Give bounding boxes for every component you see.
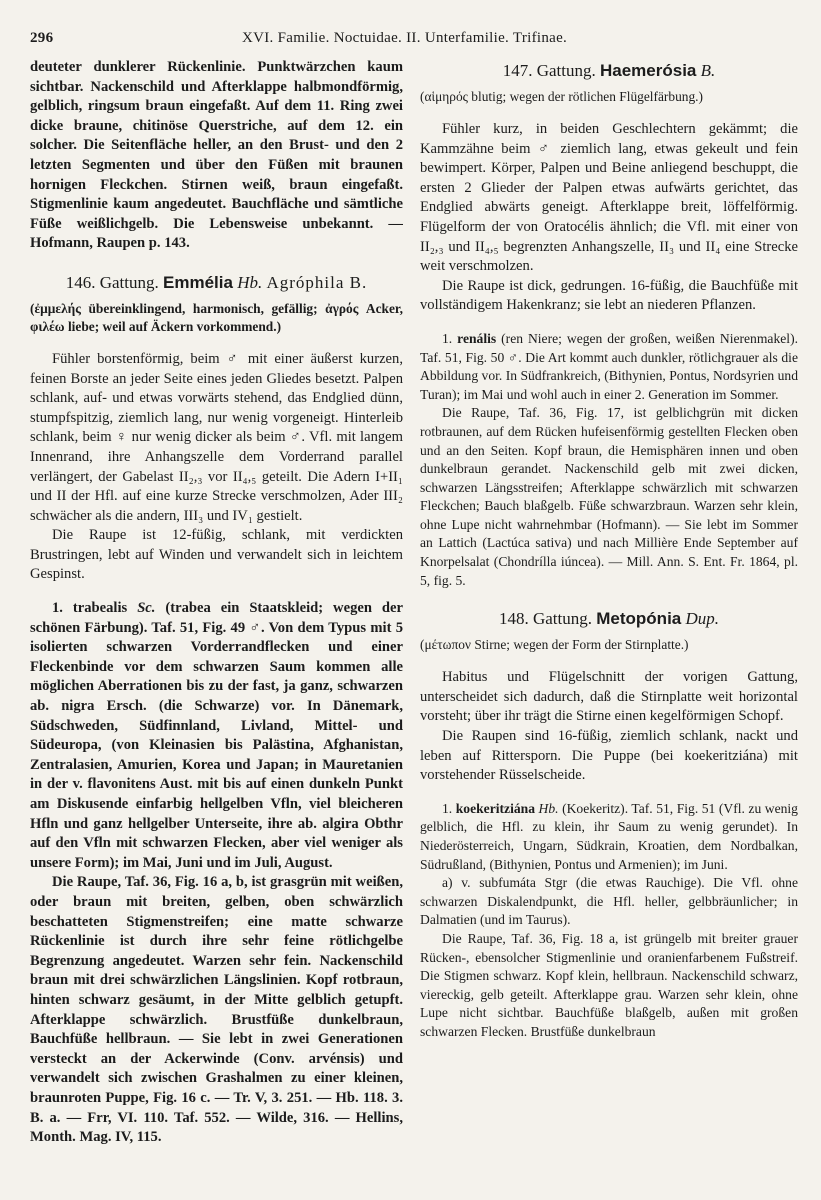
species-entry-koekeritziana [420, 800, 798, 874]
species-text: (trabea ein Staatskleid; wegen der schönen Färbung). Taf. 51, Fig. 49 ♂. Von dem Typus mit 5 isolierten schwarzen Vorderrandflecken und einer Fleckenbinde vor dem schwarzen Saum kommen alle möglichen Aberrationen bis zu der fast, ja ganz, schwarzen ab. nigra Ersch. (die Schwarze) vor. In Dänemark, Südschweden, Südfinnland, Livland, Mittel- und Südeuropa, (von Kleinasien bis Palästina, Afghanistan, Zentralasien, Amurien, Korea und Japan; in Mauretanien in der v. flavonitens Aust. mit bis auf einen dunkeln Punkt am Diskusende einfarbig hellgelben Vfln, viel bleicheren Hfln und ganz hellgelber Unterseite, ihre ab. algira Obthr auf den Vfln mit schwarzen Flecken, aber viel weniger als unsere Form); im Mai, Juni und im Juli, August. [30, 600, 403, 871]
genus-heading-148 [420, 608, 798, 630]
page-number: 296 [30, 30, 54, 46]
paragraph-raupe-trabealis: Die Raupe, Taf. 36, Fig. 16 a, b, ist grasgrün mit weißen, oder braun mit breiten, gelben, oben schwärzlich beschatteten Stigmenstreifen; eine matte schwarze Rückenlinie ist durch ihre sehr feine rötlichgelbe Begrenzung angedeutet. Warzen sehr fein. Nackenschild braun mit drei schwärzlichen Längslinien. Kopf rotbraun, hinten schwarz gesäumt, in der Mitte gelblich getupft. Afterklappe schwärzlich. Brustfüße dunkelbraun, Bauchfüße hellbraun. — Sie lebt in zwei Generationen versteckt an der Ackerwinde (Conv. arvénsis) und verwandelt sich zwischen Grashalmen zu einer kleinen, braunroten Puppe, Fig. 16 c. — Tr. V, 3. 251. — Hb. 118. 3. B. a. — Frr, VI. 110. Taf. 552. — Wilde, 316. — Hellins, Month. Mag. IV, 115. [30, 874, 403, 1146]
paragraph-raupen-148: Die Raupen sind 16-füßig, ziemlich schlank, nackt und leben auf Rittersporn. Die Puppe (bei koekeritziána) mit vorstehender Rüsselscheide. [420, 728, 798, 784]
genus-synonym: Agróphila B. [266, 272, 368, 292]
paragraph-habitus: Habitus und Flügelschnitt der vorigen Gattung, unterscheidet sich dadurch, daß die Stirnplatte weit horizontal vorsteht; über ihr trägt die Stirne einen kegelförmigen Schopf. [420, 669, 798, 725]
running-title: XVI. Familie. Noctuidae. II. Unterfamilie. Trifinae. [242, 30, 568, 46]
genus-number: 147. Gattung. [502, 61, 596, 80]
genus-etymology: (ἐμμελής übereinklingend, harmonisch, gefällig; ἀγρός Acker, φιλέω liebe; weil auf Äckern vorkommend.) [30, 300, 403, 334]
genus-etymology: (αἱμηρός blutig; wegen der rötlichen Flügelfärbung.) [420, 89, 703, 104]
species-author: Sc. [137, 600, 156, 617]
right-column [420, 58, 798, 1188]
species-entry-renalis [420, 330, 798, 404]
left-column [30, 58, 403, 1188]
species-name: renális [457, 330, 497, 346]
genus-number: 146. Gattung. [65, 272, 159, 292]
genus-author: Hb. [237, 272, 263, 292]
species-number: 1. [52, 600, 63, 617]
genus-author: Dup. [685, 609, 720, 629]
paragraph-fuehler-147: Fühler kurz, in beiden Geschlechtern gekämmt; die Kammzähne beim ♂ ziemlich lang, etwas gekeult und fein bewimpert. Körper, Palpen und Beine anliegend beschuppt, die ersten 2 Glieder der Palpen etwas aufwärts gerichtet, das Endglied abwärts geneigt. Afterklappe breit, löffelförmig. Flügelform der von Oratocélis ähnlich; die Vfl. mit einer von II₂,₃ und II₄,₅ begrenzten Anhangszelle, II₃ und II₄ eine Strecke weit verschmolzen. [420, 121, 798, 275]
genus-name: Emmélia [163, 272, 233, 292]
species-name: koekeritziána [455, 800, 536, 816]
species-text: (ren Niere; wegen der großen, weißen Nierenmakel). Taf. 51, Fig. 50 ♂. Die Art kommt auch dunkler, rötlichgrauer als die Abbildung vor. In Südfrankreich, (Bithynien, Pontus, Nordsyrien und Turan); im Mai und wohl auch in einer 2. Generation im Sommer. [420, 330, 798, 402]
species-author: Hb. [538, 800, 559, 816]
genus-heading-146 [30, 272, 403, 294]
genus-name: Metopónia [596, 609, 682, 629]
genus-name: Haemerósia [600, 61, 697, 80]
species-text: (Koekeritz). Taf. 51, Fig. 51 (Vfl. zu wenig gelblich, die Hfl. zu klein, ihr Saum zu wenig gerundet). In Niederösterreich, Ungarn, Südkrain, Kroatien, dem Nordbalkan, Südrußland, (Bithynien, Pontus und Armenien); im Juni. [420, 800, 798, 872]
paragraph-raupe-koekeritziana: Die Raupe, Taf. 36, Fig. 18 a, ist grüngelb mit breiter grauer Rücken-, ebensolcher Stigmenlinie und oranienfarbenem Fußstreif. Die Stigmen schwarz. Kopf klein, hellbraun. Nackenschild schwarz, viereckig, gelb geteilt. Afterklappe grau. Warzen sehr klein, ohne Lupe nicht sichtbar. Bauchfüße blaßgelb, außen mit großen schwarzen Flecken. Brustfüße dunkelbraun [420, 930, 798, 1039]
species-entry-trabealis [30, 599, 403, 873]
paragraph-raupe-renalis: Die Raupe, Taf. 36, Fig. 17, ist gelblichgrün mit dicken rotbraunen, auf dem Rücken hufeisenförmig gestellten Flecken oben und an den Seiten. Kopf braun, die Hemisphären innen und oben dunkelbraun gerandet. Nackenschild gelb mit zwei dicken, schwarzen Längsstreifen; Afterklappe schwärzlich mit schwarzen Fleckchen; Bauch blaßgelb. Füße schwarzbraun. Warzen sehr klein, ohne Lupe nicht wahrnehmbar (Hofmann). — Sie lebt im Sommer an Lattich (Lactúca sativa) und nach Millière Ende September auf Knorpelsalat (Chondrílla iúncea). — Mill. Ann. S. Ent. Fr. 1864, pl. 5, fig. 5. [420, 405, 798, 588]
genus-author: B. [700, 61, 716, 80]
running-head [30, 30, 800, 50]
genus-heading-147 [420, 60, 798, 82]
paragraph-continued: deuteter dunklerer Rückenlinie. Punktwärzchen kaum sichtbar. Nackenschild und Afterklappe halbmondförmig, gelblich, ringsum braun eingefaßt. Auf dem 11. Ring zwei dicke braune, chitinöse Querstriche, auf dem 12. ein solcher. Die Seitenfläche heller, an den Brust- und den 2 letzten Segmenten und über den Füßen mit braunen hornigen Fleckchen. Stirnen weiß, braun eingefaßt. Stigmenlinie kaum angedeutet. Bauchfläche und sämtliche Füße weißlichgelb. Die Lebensweise unbekannt. — Hofmann, Raupen p. 143. [30, 59, 403, 252]
paragraph-raupe: Die Raupe ist 12-füßig, schlank, mit verdickten Brustringen, lebt auf Winden und verwandelt sich in leichtem Gespinst. [30, 527, 403, 583]
genus-number: 148. Gattung. [498, 609, 592, 629]
species-number: 1. [442, 330, 453, 346]
paragraph-subfumata: a) v. subfumáta Stgr (die etwas Rauchige). Die Vfl. ohne schwarzen Diskalendpunkt, die Hfl. heller, gelbbräunlicher; in Dalmatien (und im Taurus). [420, 875, 798, 928]
species-number: 1. [442, 800, 453, 816]
paragraph-raupe-147: Die Raupe ist dick, gedrungen. 16-füßig, die Bauchfüße mit vollständigem Hakenkranz; sie lebt an niederen Pflanzen. [420, 277, 798, 314]
paragraph-fuehler: Fühler borstenförmig, beim ♂ mit einer äußerst kurzen, feinen Borste an jeder Seite eines jeden Gliedes besetzt. Palpen schlank, auf- und etwas vorwärts stehend, das Endglied dünn, stumpfspitzig, ziemlich lang, nur wenig vorgeneigt. Hinterleib schlank, beim ♀ nur wenig dicker als beim ♂. Vfl. mit langem Innenrand, ihre Anhangszelle dem Vorderrand parallel verlängert, der Gabelast II₂,₃ vor II₄,₅ geteilt. Die Adern I+II₁ und II der Hfl. auf eine kurze Strecke verschmolzen, Ader III₂ schwächer als die andern, III₃ und IV₁ gestielt. [30, 350, 403, 524]
genus-etymology: (μέτωπον Stirne; wegen der Form der Stirnplatte.) [420, 637, 689, 653]
species-name: trabealis [72, 600, 128, 617]
